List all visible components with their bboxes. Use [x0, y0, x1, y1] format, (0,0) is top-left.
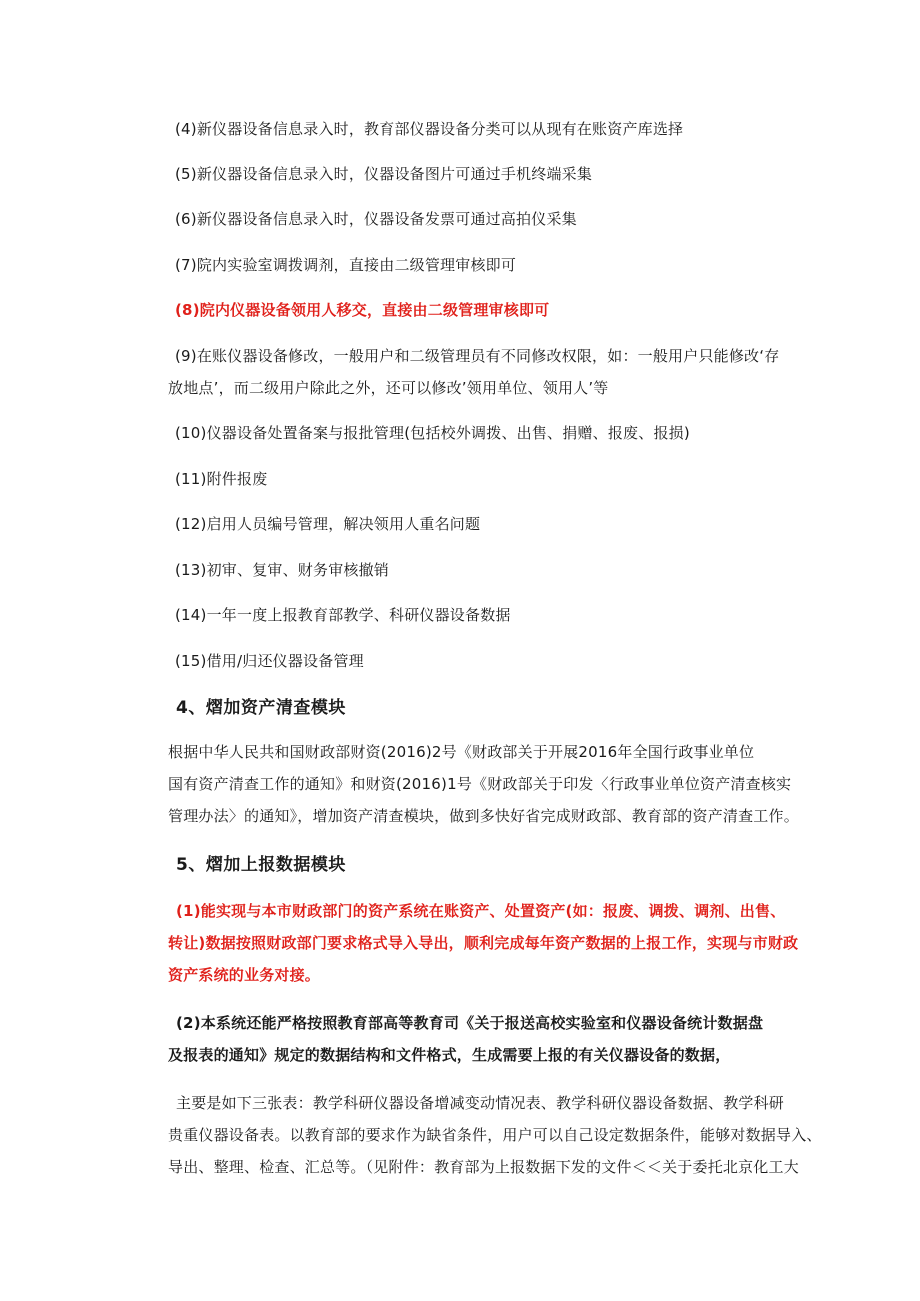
list-item-4: (4)新仪器设备信息录入时，教育部仪器设备分类可以从现有在账资产库选择 — [175, 120, 684, 138]
section-5-p3-line1: 主要是如下三张表：教学科研仪器设备增减变动情况表、教学科研仪器设备数据、教学科研 — [176, 1094, 785, 1112]
list-item-12: (12)启用人员编号管理，解决领用人重名问题 — [175, 515, 481, 533]
list-item-11: (11)附件报废 — [175, 470, 268, 488]
section-5-p3-line2: 贵重仪器设备表。以教育部的要求作为缺省条件，用户可以自己设定数据条件，能够对数据导入、 — [168, 1126, 822, 1144]
list-item-15: (15)借用/归还仪器设备管理 — [175, 652, 364, 670]
list-item-8-highlight: (8)院内仪器设备领用人移交，直接由二级管理审核即可 — [175, 301, 550, 319]
section-5-p1-line3: 资产系统的业务对接。 — [168, 966, 321, 984]
section-4-heading: 4、熠加资产清查模块 — [176, 698, 346, 718]
section-4-para-line1: 根据中华人民共和国财政部财资(2016)2号《财政部关于开展2016年全国行政事业单位 — [168, 743, 755, 761]
section-4-para-line3: 管理办法〉的通知》，增加资产清查模块，做到多快好省完成财政部、教育部的资产清查工作。 — [168, 807, 799, 825]
section-5-p3-line3: 导出、整理、检查、汇总等。（见附件：教育部为上报数据下发的文件＜＜关于委托北京化工大 — [168, 1158, 799, 1176]
list-item-9-line2: 放地点’，而二级用户除此之外，还可以修改’领用单位、领用人’等 — [168, 379, 609, 397]
section-5-p1-line1: (1)能实现与本市财政部门的资产系统在账资产、处置资产(如：报废、调拨、调剂、出售、 — [176, 902, 786, 920]
section-5-p2-line2: 及报表的通知》规定的数据结构和文件格式，生成需要上报的有关仪器设备的数据， — [168, 1046, 731, 1064]
section-4-para-line2: 国有资产清查工作的通知》和财资(2016)1号《财政部关于印发〈行政事业单位资产清查核实 — [168, 775, 792, 793]
section-5-p2-line1: (2)本系统还能严格按照教育部高等教育司《关于报送高校实验室和仪器设备统计数据盘 — [176, 1014, 764, 1032]
list-item-7: (7)院内实验室调拨调剂，直接由二级管理审核即可 — [175, 256, 517, 274]
list-item-6: (6)新仪器设备信息录入时，仪器设备发票可通过高拍仪采集 — [175, 210, 577, 228]
list-item-14: (14)一年一度上报教育部教学、科研仪器设备数据 — [175, 606, 511, 624]
list-item-5: (5)新仪器设备信息录入时，仪器设备图片可通过手机终端采集 — [175, 165, 593, 183]
section-5-p1-line2: 转让)数据按照财政部门要求格式导入导出，顺利完成每年资产数据的上报工作，实现与市财政 — [168, 934, 799, 952]
list-item-13: (13)初审、复审、财务审核撤销 — [175, 561, 389, 579]
section-5-heading: 5、熠加上报数据模块 — [176, 855, 346, 875]
list-item-10: (10)仪器设备处置备案与报批管理(包括校外调拨、出售、捐赠、报废、报损) — [175, 424, 690, 442]
list-item-9-line1: (9)在账仪器设备修改，一般用户和二级管理员有不同修改权限，如：一般用户只能修改‘存 — [175, 347, 780, 365]
